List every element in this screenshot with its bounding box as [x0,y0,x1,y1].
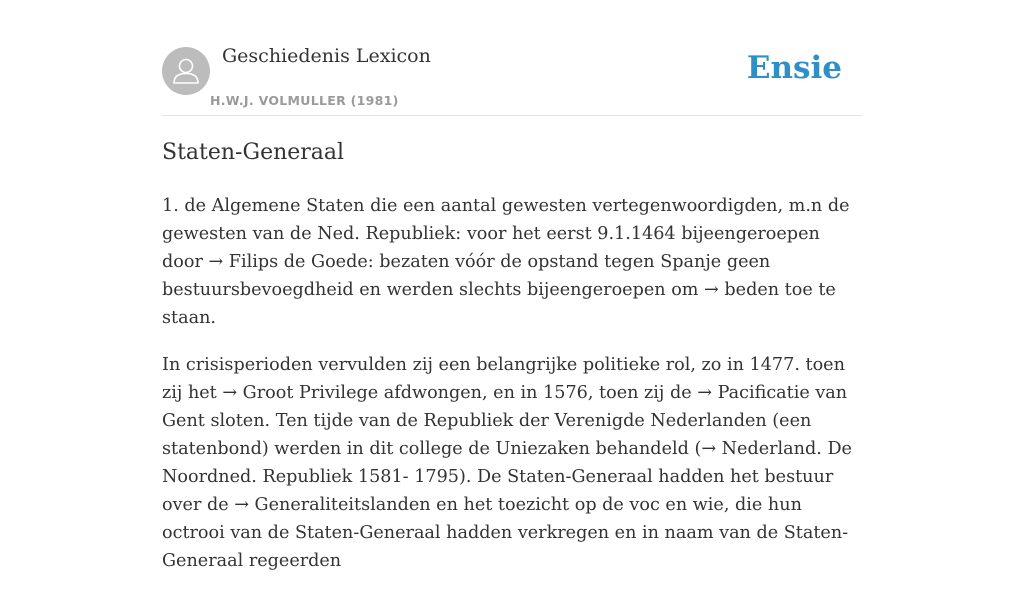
brand-logo[interactable]: Ensie [746,50,842,86]
user-icon[interactable] [162,47,210,95]
source-title[interactable]: Geschiedenis Lexicon [222,45,431,67]
content-container [162,0,862,571]
entry-paragraph: In crisisperioden vervulden zij een belangrijke politieke rol, zo in 1477. toen zij het → Groot Privilege afdwongen, en in 1576, toen zij de → Pacificatie van Gent sloten. Ten tijde van de Republiek der Verenigde Nederlanden (een statenbond) werden in dit college de Uniezaken behandeld (→ Nederland. De Noordned. Republiek 1581- 1795). De Staten-Generaal hadden het bestuur over de → Generaliteitslanden en het toezicht op de voc en wie, die hun octrooi van de Staten-Generaal hadden verkregen en in naam van de Staten-Generaal regeerden [162,355,852,571]
source-author[interactable]: H.W.J. VOLMULLER (1981) [210,93,399,108]
entry-paragraph: 1. de Algemene Staten die een aantal gewesten vertegenwoordigden, m.n de gewesten van de Ned. Republiek: voor het eerst 9.1.1464 bijeengeroepen door → Filips de Goede: bezaten vóór de opstand tegen Spanje geen bestuursbevoegdheid en werden slechts bijeengeroepen om → beden toe te staan. [162,196,850,328]
source-header [162,0,862,116]
entry-title: Staten-Generaal [162,140,345,165]
entry-body [162,192,862,594]
